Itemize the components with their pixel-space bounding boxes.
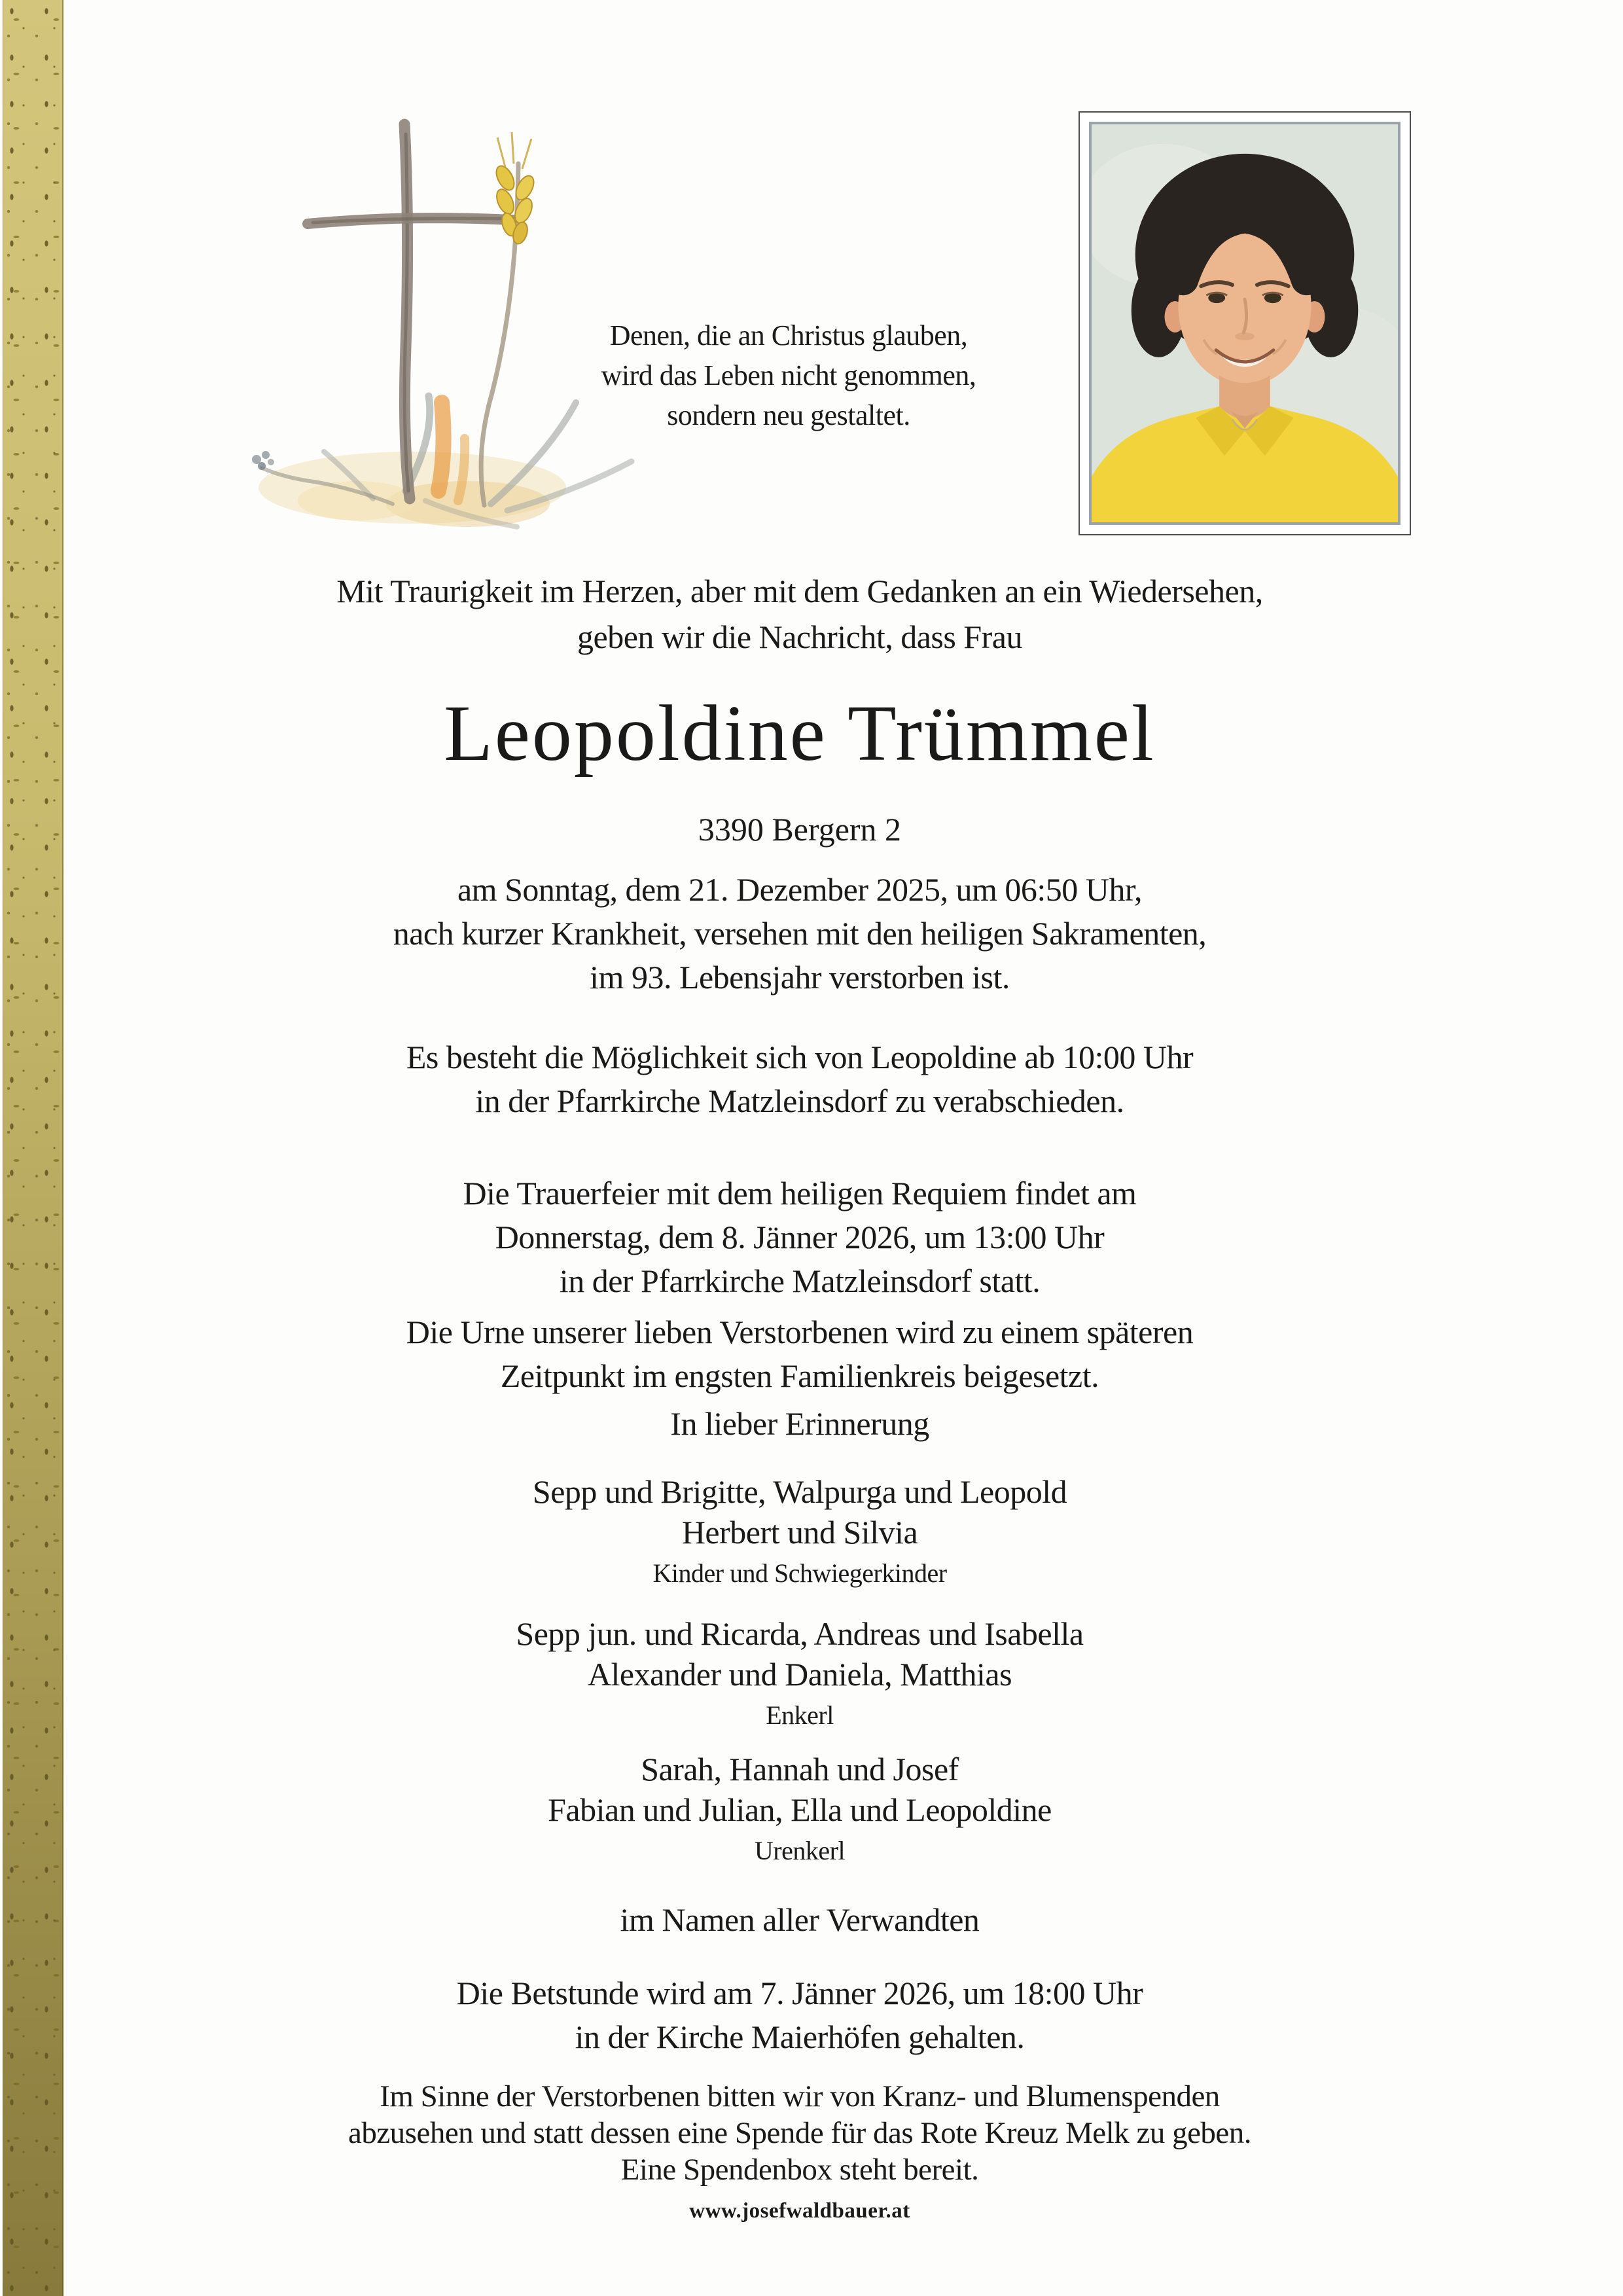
quote-line: wird das Leben nicht genommen, bbox=[601, 359, 976, 391]
gold-border-stripe bbox=[3, 0, 63, 2296]
farewell-line: in der Pfarrkirche Matzleinsdorf zu verabschieden. bbox=[475, 1083, 1124, 1119]
death-notice bbox=[60, 868, 1539, 999]
intro-text bbox=[60, 568, 1539, 660]
urn-line: Die Urne unserer lieben Verstorbenen wird zu einem späteren bbox=[406, 1314, 1194, 1350]
urn-info bbox=[60, 1310, 1539, 1398]
donation-line: Eine Spendenbox steht bereit. bbox=[620, 2153, 979, 2187]
funeral-info bbox=[60, 1172, 1539, 1303]
family-role-label: Kinder und Schwiegerkinder bbox=[652, 1558, 947, 1588]
family-group-grandchildren bbox=[60, 1613, 1539, 1732]
family-names-line: Herbert und Silvia bbox=[681, 1514, 918, 1551]
donation-line: Im Sinne der Verstorbenen bitten wir von Kranz- und Blumenspenden bbox=[380, 2079, 1220, 2113]
family-names-line: Fabian und Julian, Ella und Leopoldine bbox=[548, 1791, 1052, 1828]
intro-line: Mit Traurigkeit im Herzen, aber mit dem Gedanken an ein Wiedersehen, bbox=[336, 573, 1263, 609]
intro-line: geben wir die Nachricht, dass Frau bbox=[577, 619, 1022, 655]
quote-line: sondern neu gestaltet. bbox=[667, 399, 910, 431]
death-notice-line: am Sonntag, dem 21. Dezember 2025, um 06:50 Uhr, bbox=[457, 871, 1143, 908]
memorial-quote bbox=[458, 315, 1119, 435]
family-names-line: Sepp und Brigitte, Walpurga und Leopold bbox=[532, 1473, 1067, 1510]
funeral-line: Die Trauerfeier mit dem heiligen Requiem findet am bbox=[463, 1175, 1137, 1211]
urn-line: Zeitpunkt im engsten Familienkreis beigesetzt. bbox=[500, 1357, 1099, 1394]
funeral-home-url: www.josefwaldbauer.at bbox=[689, 2199, 910, 2223]
farewell-line: Es besteht die Möglichkeit sich von Leopoldine ab 10:00 Uhr bbox=[406, 1039, 1194, 1075]
prayer-hour-info bbox=[60, 1971, 1539, 2059]
donation-note bbox=[60, 2078, 1539, 2188]
portrait-photo-frame bbox=[1079, 111, 1411, 535]
prayer-hour-line: Die Betstunde wird am 7. Jänner 2026, um 18:00 Uhr bbox=[456, 1975, 1143, 2011]
death-notice-line: nach kurzer Krankheit, versehen mit den heiligen Sakramenten, bbox=[393, 915, 1207, 952]
quote-line: Denen, die an Christus glauben, bbox=[609, 319, 968, 351]
wheat-grain-head bbox=[493, 132, 537, 245]
portrait-photo bbox=[1089, 122, 1400, 525]
on-behalf-line: im Namen aller Verwandten bbox=[620, 1901, 980, 1938]
death-notice-line: im 93. Lebensjahr verstorben ist. bbox=[590, 959, 1010, 996]
family-names-line: Sarah, Hannah und Josef bbox=[641, 1751, 959, 1787]
farewell-info bbox=[60, 1035, 1539, 1123]
prayer-hour-line: in der Kirche Maierhöfen gehalten. bbox=[575, 2018, 1025, 2055]
family-names-line: Sepp jun. und Ricarda, Andreas und Isabella bbox=[516, 1615, 1084, 1652]
remembrance-heading: In lieber Erinnerung bbox=[670, 1405, 929, 1442]
donation-line: abzusehen und statt dessen eine Spende für das Rote Kreuz Melk zu geben. bbox=[348, 2116, 1252, 2150]
deceased-name: Leopoldine Trümmel bbox=[444, 689, 1156, 778]
family-role-label: Enkerl bbox=[766, 1700, 834, 1730]
funeral-line: Donnerstag, dem 8. Jänner 2026, um 13:00 Uhr bbox=[495, 1219, 1105, 1255]
funeral-line: in der Pfarrkirche Matzleinsdorf statt. bbox=[559, 1263, 1041, 1299]
deceased-address: 3390 Bergern 2 bbox=[698, 811, 902, 848]
family-role-label: Urenkerl bbox=[754, 1836, 846, 1865]
family-names-line: Alexander und Daniela, Matthias bbox=[587, 1656, 1012, 1693]
family-group-great-grandchildren bbox=[60, 1749, 1539, 1868]
family-group-children bbox=[60, 1471, 1539, 1590]
